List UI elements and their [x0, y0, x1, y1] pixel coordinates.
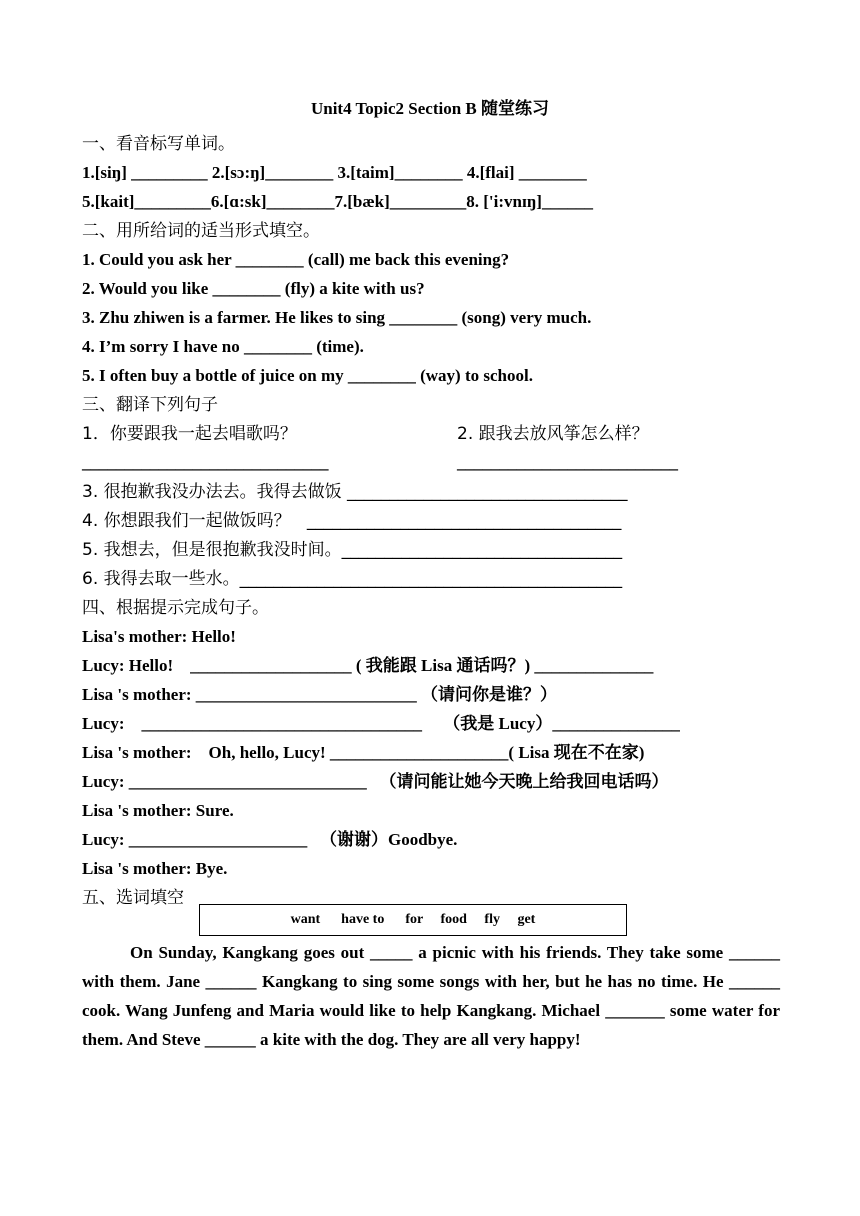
dialogue-line: Lucy: Hello! ___________________ ( 我能跟 Lisa 通话吗？) ______________ — [82, 656, 654, 675]
translate-blank-left: _____________________________ — [82, 453, 329, 472]
fill-item-4: 4. I’m sorry I have no ________ (time). — [82, 337, 364, 356]
translate-q1: 1．你要跟我一起去唱歌吗？ — [82, 424, 297, 444]
phonetic-row-1: 1.[siŋ] _________ 2.[sɔ:ŋ]________ 3.[taim]________ 4.[flai] ________ — [82, 163, 587, 182]
section-3-heading: 三、翻译下列句子 — [82, 395, 218, 415]
section-1-heading: 一、看音标写单词。 — [82, 134, 235, 154]
dialogue-line: Lisa 's mother: Sure. — [82, 801, 234, 820]
dialogue-line: Lisa 's mother: Oh, hello, Lucy! _____________________( Lisa 现在不在家) — [82, 743, 645, 762]
fill-item-3: 3. Zhu zhiwen is a farmer. He likes to sing ________ (song) very much. — [82, 308, 592, 327]
section-4-heading: 四、根据提示完成句子。 — [82, 598, 269, 618]
fill-item-5: 5. I often buy a bottle of juice on my ________ (way) to school. — [82, 366, 533, 385]
translate-q3: 3. 很抱歉我没办法去。我得去做饭 _________________________________ — [82, 482, 628, 502]
page-title: Unit4 Topic2 Section B 随堂练习 — [310, 99, 550, 118]
dialogue-line: Lisa 's mother: __________________________ （请问你是谁？） — [82, 685, 558, 704]
dialogue-line: Lucy: _________________________________ （我是 Lucy）_______________ — [82, 714, 680, 733]
section-2-heading: 二、用所给词的适当形式填空。 — [82, 221, 320, 241]
section-5-heading: 五、选词填空 — [82, 888, 184, 908]
translate-blank-right: __________________________ — [457, 453, 678, 472]
dialogue-line: Lisa's mother: Hello! — [82, 627, 236, 646]
translate-q2: 2. 跟我去放风筝怎么样？ — [457, 424, 649, 444]
dialogue-line: Lucy: _____________________ （谢谢）Goodbye. — [82, 830, 458, 849]
cloze-passage: On Sunday, Kangkang goes out _____ a picnic with his friends. They take some ______ with them. Jane ______ Kangkang to sing some songs with her, but he has no time. He ______ cook. Wang Junfeng and Maria would like to help Kangkang. Michael _______ some water for them. And Steve ______ a kite with the dog. They are all very happy! — [82, 943, 780, 1049]
word-bank-box: want have to for food fly get — [199, 904, 627, 936]
translate-q5: 5. 我想去，但是很抱歉我没时间。_________________________________ — [82, 540, 623, 560]
translate-q4: 4. 你想跟我们一起做饭吗？ _____________________________________ — [82, 511, 622, 531]
translate-q6: 6. 我得去取一些水。_____________________________________________ — [82, 569, 623, 589]
dialogue-line: Lucy: ____________________________ （请问能让她今天晚上给我回电话吗） — [82, 772, 669, 791]
fill-item-2: 2. Would you like ________ (fly) a kite with us? — [82, 279, 425, 298]
dialogue-line: Lisa 's mother: Bye. — [82, 859, 228, 878]
phonetic-row-2: 5.[kait]_________6.[ɑ:sk]________7.[bæk]_________8. ['i:vnɪŋ]______ — [82, 192, 593, 211]
fill-item-1: 1. Could you ask her ________ (call) me back this evening? — [82, 250, 510, 269]
